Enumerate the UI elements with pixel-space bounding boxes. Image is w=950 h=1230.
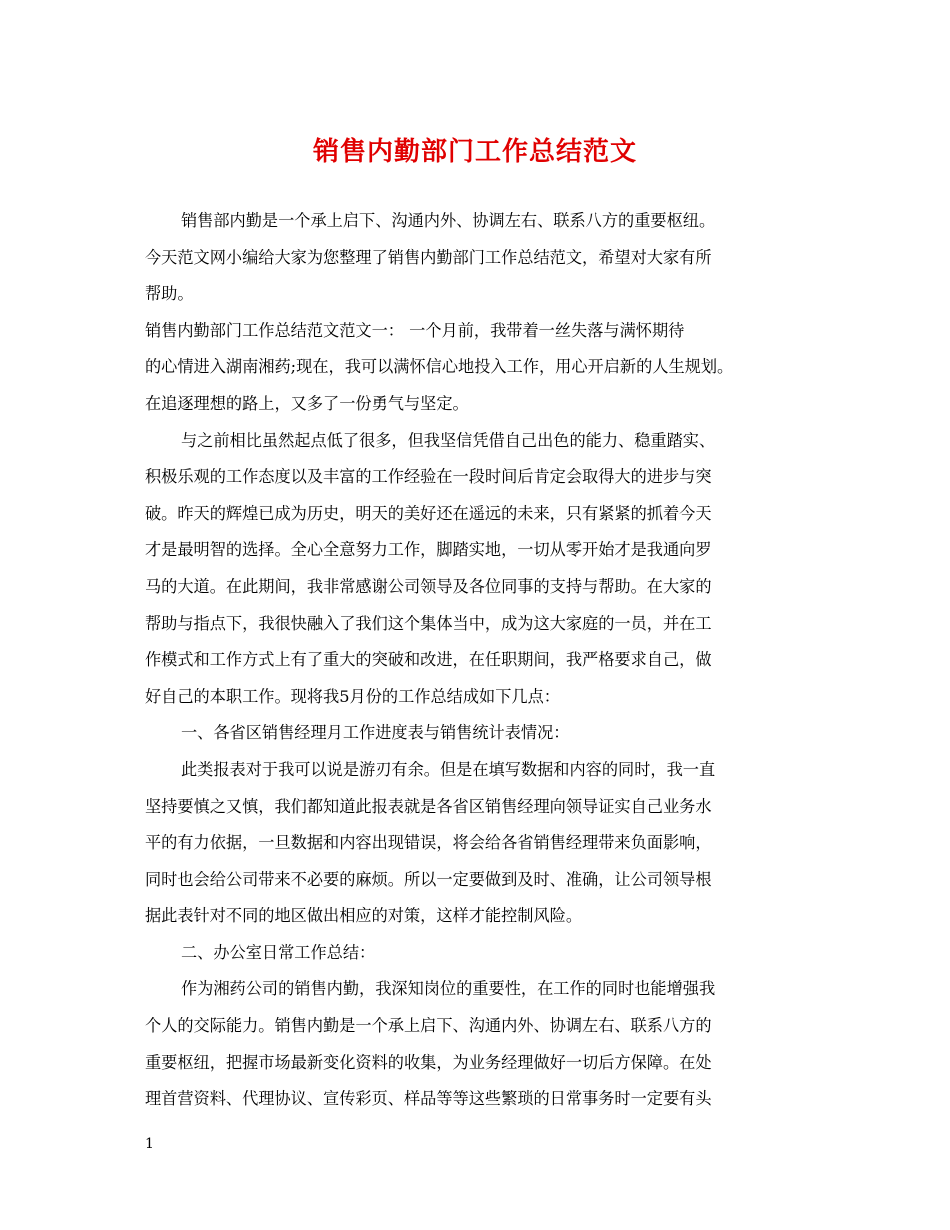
paragraph-line: 销售内勤部门工作总结范文范文一： 一个月前，我带着一丝失落与满怀期待 [145, 320, 685, 340]
paragraph-line: 二、办公室日常工作总结： [181, 942, 376, 962]
paragraph-line: 重要枢纽，把握市场最新变化资料的收集，为业务经理做好一切后方保障。在处 [145, 1052, 712, 1072]
paragraph-line: 在追逐理想的路上，又多了一份勇气与坚定。 [145, 393, 469, 413]
paragraph-line: 马的大道。在此期间，我非常感谢公司领导及各位同事的支持与帮助。在大家的 [145, 576, 712, 596]
paragraph-line: 坚持要慎之又慎，我们都知道此报表就是各省区销售经理向领导证实自己业务水 [145, 796, 712, 816]
paragraph-line: 平的有力依据，一旦数据和内容出现错误，将会给各省销售经理带来负面影响， [145, 833, 712, 853]
paragraph-line: 积极乐观的工作态度以及丰富的工作经验在一段时间后肯定会取得大的进步与突 [145, 467, 712, 487]
paragraph-line: 个人的交际能力。销售内勤是一个承上启下、沟通内外、协调左右、联系八方的 [145, 1016, 712, 1036]
paragraph-line: 理首营资料、代理协议、宣传彩页、样品等等这些繁琐的日常事务时一定要有头 [145, 1089, 712, 1109]
paragraph-line: 销售部内勤是一个承上启下、沟通内外、协调左右、联系八方的重要枢纽。 [181, 211, 716, 230]
paragraph-line: 一、各省区销售经理月工作进度表与销售统计表情况： [181, 723, 570, 743]
paragraph-line: 今天范文网小编给大家为您整理了销售内勤部门工作总结范文，希望对大家有所 [145, 247, 712, 267]
paragraph-line: 据此表针对不同的地区做出相应的对策，这样才能控制风险。 [145, 906, 583, 926]
paragraph-line: 破。昨天的辉煌已成为历史，明天的美好还在遥远的未来，只有紧紧的抓着今天 [145, 503, 712, 523]
paragraph-line: 帮助与指点下，我很快融入了我们这个集体当中，成为这大家庭的一员，并在工 [145, 613, 712, 633]
paragraph-line: 同时也会给公司带来不必要的麻烦。所以一定要做到及时、准确，让公司领导根 [145, 869, 712, 889]
paragraph-line: 作为湘药公司的销售内勤，我深知岗位的重要性，在工作的同时也能增强我 [181, 979, 716, 999]
paragraph-line: 与之前相比虽然起点低了很多，但我坚信凭借自己出色的能力、稳重踏实、 [181, 430, 716, 450]
paragraph-line: 帮助。 [145, 284, 194, 304]
document-body [145, 203, 825, 1118]
page-number: 1 [145, 1136, 154, 1152]
paragraph-line: 此类报表对于我可以说是游刃有余。但是在填写数据和内容的同时，我一直 [181, 759, 716, 779]
paragraph-line: 的心情进入湖南湘药;现在，我可以满怀信心地投入工作，用心开启新的人生规划。 [145, 357, 734, 377]
document-title: 销售内勤部门工作总结范文 [312, 137, 637, 167]
paragraph-line: 才是最明智的选择。全心全意努力工作，脚踏实地，一切从零开始才是我通向罗 [145, 540, 712, 560]
paragraph-line: 好自己的本职工作。现将我5月份的工作总结成如下几点： [145, 686, 560, 706]
paragraph-line: 作模式和工作方式上有了重大的突破和改进，在任职期间，我严格要求自己，做 [145, 650, 712, 670]
